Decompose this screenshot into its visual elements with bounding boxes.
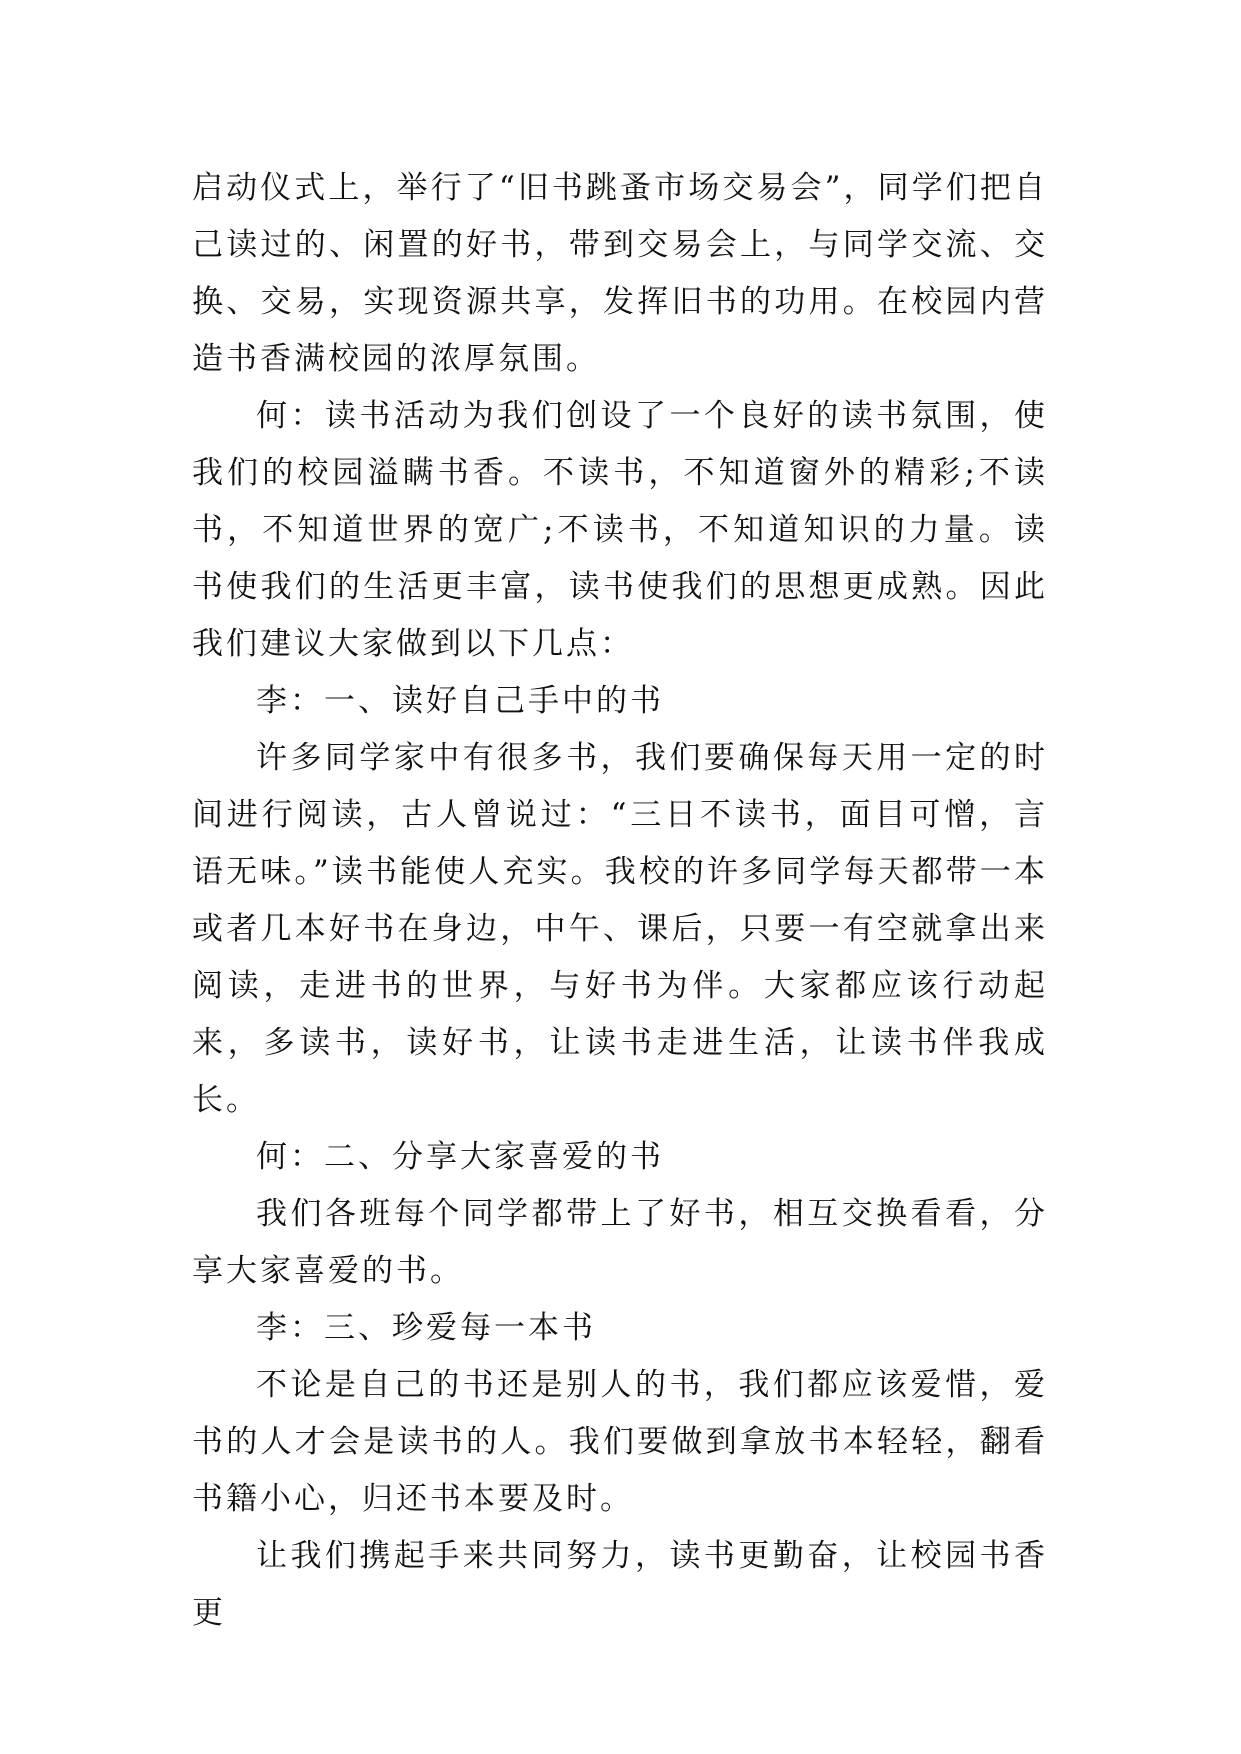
section-heading: 何：二、分享大家喜爱的书	[256, 1139, 664, 1175]
paragraph: 让我们携起手来共同努力，读书更勤奋，让校园书香更	[192, 1538, 1048, 1631]
section-heading: 李：三、珍爱每一本书	[256, 1310, 596, 1346]
paragraph: 许多同学家中有很多书，我们要确保每天用一定的时间进行阅读，古人曾说过：“三日不读书，面目可憎，言语无味。”读书能使人充实。我校的许多同学每天都带一本或者几本好书在身边，中午、课后，只要一有空就拿出来阅读，走进书的世界，与好书为伴。大家都应该行动起来，多读书，读好书，让读书走进生活，让读书伴我成长。	[192, 740, 1048, 1118]
section-heading: 李：一、读好自己手中的书	[256, 683, 664, 719]
paragraph: 启动仪式上，举行了“旧书跳蚤市场交易会”，同学们把自己读过的、闲置的好书，带到交易会上，与同学交流、交换、交易，实现资源共享，发挥旧书的功用。在校园内营造书香满校园的浓厚氛围。	[192, 170, 1048, 377]
paragraph: 何：读书活动为我们创设了一个良好的读书氛围，使我们的校园溢瞒书香。不读书，不知道窗外的精彩;不读书，不知道世界的宽广;不读书，不知道知识的力量。读书使我们的生活更丰富，读书使我们的思想更成熟。因此我们建议大家做到以下几点：	[192, 398, 1048, 662]
paragraph: 我们各班每个同学都带上了好书，相互交换看看，分享大家喜爱的书。	[192, 1196, 1048, 1289]
document-body	[192, 160, 1048, 1642]
paragraph: 不论是自己的书还是别人的书，我们都应该爱惜，爱书的人才会是读书的人。我们要做到拿放书本轻轻，翻看书籍小心，归还书本要及时。	[192, 1367, 1048, 1517]
